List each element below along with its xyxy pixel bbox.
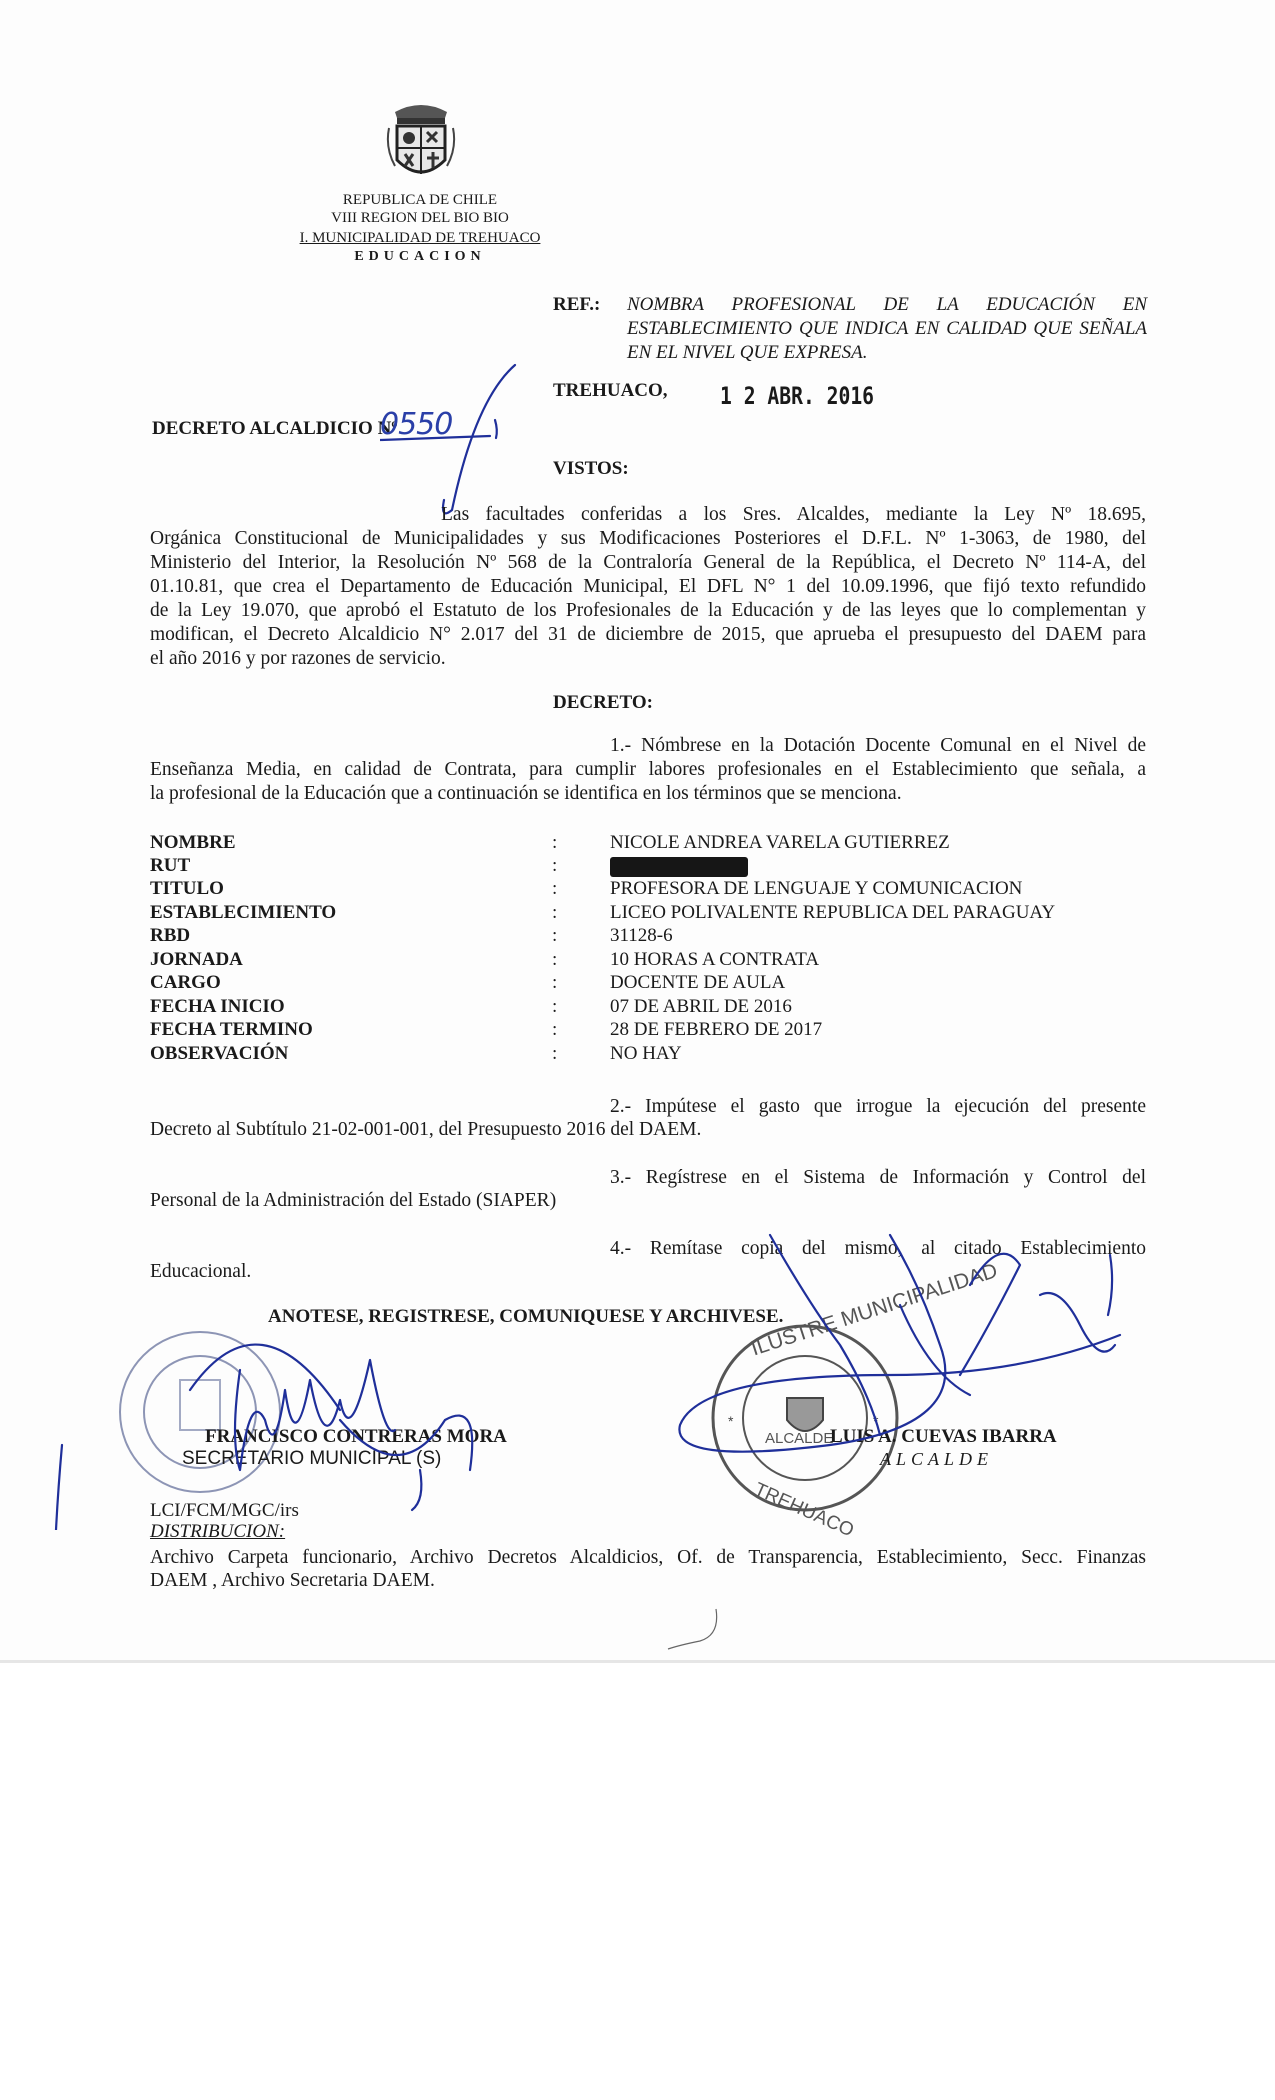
field-value: 28 DE FEBRERO DE 2017 [610,1019,823,1040]
mayor-stamp-top-text: ILUSTRE MUNICIPALIDAD [748,1259,1001,1361]
svg-text:*: * [873,1413,879,1429]
redacted-rut [610,857,748,877]
field-label: RBD [150,925,191,946]
date-stamp: 1 2 ABR. 2016 [720,382,875,410]
decreto-heading: DECRETO: [553,692,653,713]
distribution-list: DAEM , Archivo Secretaria DAEM. [150,1570,435,1591]
decree-label: DECRETO ALCALDICIO Nº [152,418,398,439]
distribution-list: Archivo Carpeta funcionario, Archivo Decretos Alcaldicios, Of. de Transparencia, Establecimiento, Secc. Finanzas [150,1547,1146,1568]
field-label: FECHA INICIO [150,996,285,1017]
decreto-item-1: Enseñanza Media, en calidad de Contrata, para cumplir labores profesionales en el Establecimiento que señala, a [150,759,1146,780]
field-label: RUT [150,855,191,876]
vistos-line: Ministerio del Interior, la Resolución Nº 568 de la Contraloría General de la República, el Decreto Nº 114-A, del [150,552,1146,573]
field-value: NICOLE ANDREA VARELA GUTIERREZ [610,832,950,853]
vistos-line: Las facultades conferidas a los Sres. Alcaldes, mediante la Ley Nº 18.695, [441,504,1146,525]
header-country: REPUBLICA DE CHILE [342,192,498,208]
field-value: 31128-6 [610,925,673,946]
field-value: 10 HORAS A CONTRATA [610,949,820,970]
field-separator: : [552,972,558,993]
mayor-stamp-center-text: ALCALDE [765,1430,834,1447]
ref-line: ESTABLECIMIENTO QUE INDICA EN CALIDAD QUE SEÑALA [627,318,1147,339]
mayor-stamp-bottom-text: TREHUACO [750,1478,857,1542]
place-label: TREHUACO, [553,380,668,401]
closing-formula: ANOTESE, REGISTRESE, COMUNIQUESE Y ARCHIVESE. [268,1306,784,1327]
mayor-name: LUIS A. CUEVAS IBARRA [830,1426,1057,1447]
decree-number-handwriting-marks [380,360,520,520]
distribution-label: DISTRIBUCION: [150,1521,286,1542]
vistos-heading: VISTOS: [553,458,629,479]
field-separator: : [552,1019,558,1040]
field-label: ESTABLECIMIENTO [150,902,337,923]
secretary-title: SECRETARIO MUNICIPAL (S) [182,1448,442,1469]
field-separator: : [552,925,558,946]
initials: LCI/FCM/MGC/irs [150,1500,299,1521]
secretary-signature [40,1270,520,1530]
field-value: DOCENTE DE AULA [610,972,786,993]
field-separator: : [552,949,558,970]
field-value: NO HAY [610,1043,682,1064]
vistos-line: de la Ley 19.070, que aprobó el Estatuto de los Profesionales de la Educación y de las leyes que lo complementan y [150,600,1146,621]
decreto-item-1: 1.- Nómbrese en la Dotación Docente Comunal en el Nivel de [610,735,1146,756]
decreto-item-3: Personal de la Administración del Estado (SIAPER) [150,1190,557,1211]
ref-label: REF.: [553,294,601,315]
decreto-item-4: 4.- Remítase copia del mismo, al citado Establecimiento [610,1238,1146,1259]
decree-number: 0550 [380,407,453,442]
mayor-signature [640,1225,1160,1505]
field-separator: : [552,1043,558,1064]
field-separator: : [552,996,558,1017]
decreto-item-1: la profesional de la Educación que a continuación se identifica en los términos que se menciona. [150,783,902,804]
decreto-item-2: Decreto al Subtítulo 21-02-001-001, del Presupuesto 2016 del DAEM. [150,1119,702,1140]
decreto-item-2: 2.- Impútese el gasto que irrogue la ejecución del presente [610,1096,1146,1117]
decreto-item-4: Educacional. [150,1261,252,1282]
header-municipality: I. MUNICIPALIDAD DE TREHUACO [299,230,541,246]
vistos-line: 01.10.81, que crea el Departamento de Educación Municipal, El DFL N° 1 del 10.09.1996, que fijó texto refundido [150,576,1146,597]
field-label: FECHA TERMINO [150,1019,313,1040]
vistos-line: Orgánica Constitucional de Municipalidades y sus Modificaciones Posteriores el D.F.L. Nº 1-3063, de 1980, del [150,528,1146,549]
vistos-line: el año 2016 y por razones de servicio. [150,648,446,669]
field-value: PROFESORA DE LENGUAJE Y COMUNICACION [610,878,1023,899]
field-separator: : [552,902,558,923]
ink-mark [660,1605,720,1655]
secretary-stamp-text [0,0,1,1]
field-value: 07 DE ABRIL DE 2016 [610,996,792,1017]
field-separator: : [552,832,558,853]
ref-line: EN EL NIVEL QUE EXPRESA. [627,342,868,363]
field-label: NOMBRE [150,832,236,853]
mayor-title: ALCALDE [880,1449,994,1469]
field-label: OBSERVACIÓN [150,1043,289,1064]
coat-of-arms-seal [385,98,457,186]
field-label: JORNADA [150,949,243,970]
header-department: EDUCACION [354,249,486,264]
field-label: TITULO [150,878,224,899]
ref-line: NOMBRA PROFESIONAL DE LA EDUCACIÓN EN [627,294,1147,315]
vistos-line: modifican, el Decreto Alcaldicio N° 2.017 del 31 de diciembre de 2015, que aprueba el presupuesto del DAEM para [150,624,1146,645]
svg-text:*: * [728,1413,734,1429]
field-separator: : [552,855,558,876]
decreto-item-3: 3.- Regístrese en el Sistema de Información y Control del [610,1167,1146,1188]
field-value: LICEO POLIVALENTE REPUBLICA DEL PARAGUAY [610,902,1056,923]
field-label: CARGO [150,972,221,993]
header-region: VIII REGION DEL BIO BIO [331,210,509,226]
secretary-name: FRANCISCO CONTRERAS MORA [205,1426,507,1447]
field-separator: : [552,878,558,899]
